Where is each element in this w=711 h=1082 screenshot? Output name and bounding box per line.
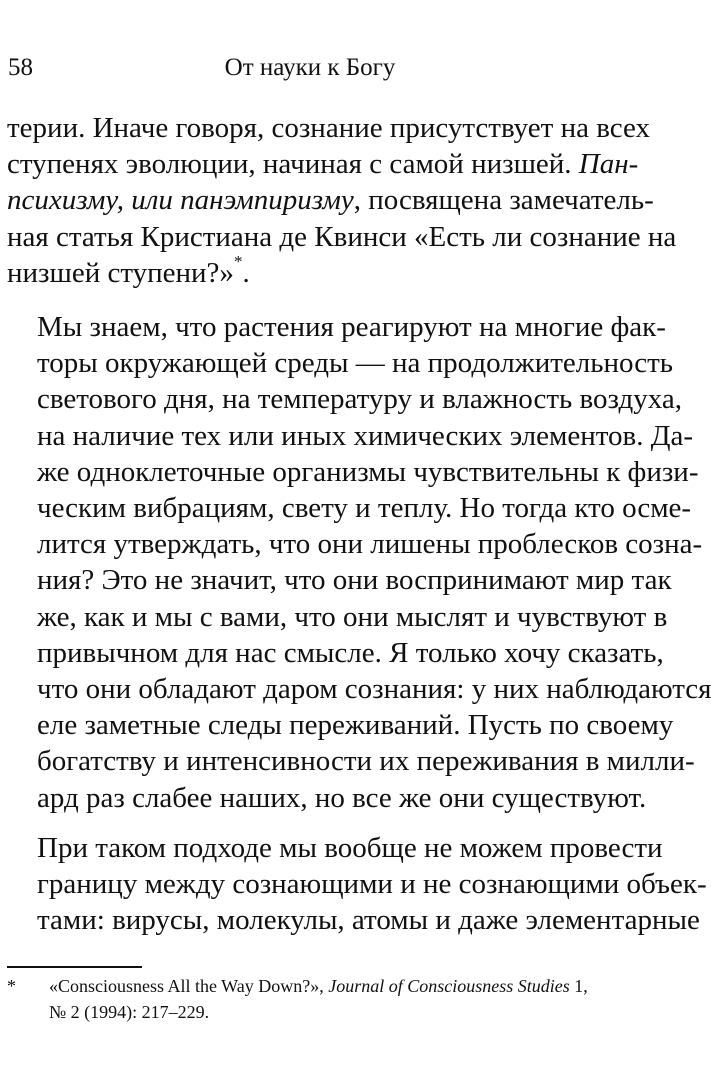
footnote-article-title: «Consciousness All the Way Down?», — [49, 976, 324, 996]
text-segment: психизму, или — [7, 184, 173, 217]
text-segment: ступенях эволюции, начиная с самой низшей. — [7, 148, 572, 181]
footnote-volume: 1, — [574, 976, 588, 996]
text-line: богатству и интенсивности их переживания в милли- — [37, 745, 695, 778]
text-line: тами: вирусы, молекулы, атомы и даже элементарные — [37, 904, 700, 937]
paragraph-2 — [7, 309, 711, 816]
italic-term-panpsychism: Пан- — [578, 148, 639, 181]
body-text — [7, 110, 711, 938]
text-line: привычном для нас смысле. Я только хочу сказать, — [37, 636, 664, 669]
footnote-issue: № 2 (1994): 217–229. — [49, 1002, 210, 1022]
text-line: При таком подходе мы вообще не можем провести — [37, 831, 663, 864]
footnote-journal: Journal of Consciousness Studies — [328, 976, 570, 996]
footnote-divider — [7, 966, 142, 968]
text-line: еле заметные следы переживаний. Пусть по своему — [37, 709, 674, 742]
text-line: же одноклеточные организмы чувствительны к физи- — [37, 455, 699, 488]
text-line: Мы знаем, что растения реагируют на многие фак- — [37, 311, 666, 344]
text-line: низшей ступени?»*. — [7, 251, 250, 289]
text-line: границу между сознающими и не сознающими объек- — [37, 868, 707, 901]
text-line: ард раз слабее наших, но все же они существуют. — [37, 781, 647, 814]
paragraph-3 — [7, 830, 707, 939]
footnote-text — [49, 973, 613, 1025]
text-line: на наличие тех или иных химических элементов. Да- — [37, 419, 694, 452]
italic-term-panempiricism: панэмпиризму — [180, 184, 354, 217]
footnote-marker: * — [233, 251, 243, 271]
text-line: ная статья Кристиана де Квинси «Есть ли сознание на — [7, 220, 677, 253]
text-line: терии. Иначе говоря, сознание присутствует на всех — [7, 112, 650, 144]
running-title: От науки к Богу — [224, 54, 396, 81]
text-line: же, как и мы с вами, что они мыслят и чувствуют в — [37, 600, 668, 633]
text-line: лится утверждать, что они лишены проблесков созна- — [37, 528, 703, 561]
text-segment: , посвящена замечатель- — [353, 184, 654, 217]
text-line: светового дня, на температуру и влажность воздуха, — [37, 383, 682, 416]
footnote-marker: * — [7, 976, 16, 996]
text-line: ния? Это не значит, что они воспринимают мир так — [37, 564, 672, 597]
page-number: 58 — [8, 54, 33, 81]
text-line — [7, 146, 639, 182]
footnote — [7, 973, 613, 1025]
text-line: торы окружающей среды — на продолжительность — [37, 347, 673, 380]
text-segment: низшей ступени?» — [7, 256, 234, 289]
paragraph-1 — [7, 110, 677, 291]
text-line: что они обладают даром сознания: у них наблюдаются — [37, 673, 711, 706]
text-line — [7, 182, 654, 218]
page-header — [8, 50, 612, 86]
text-line: ческим вибрациям, свету и теплу. Но тогда кто осме- — [37, 492, 692, 525]
